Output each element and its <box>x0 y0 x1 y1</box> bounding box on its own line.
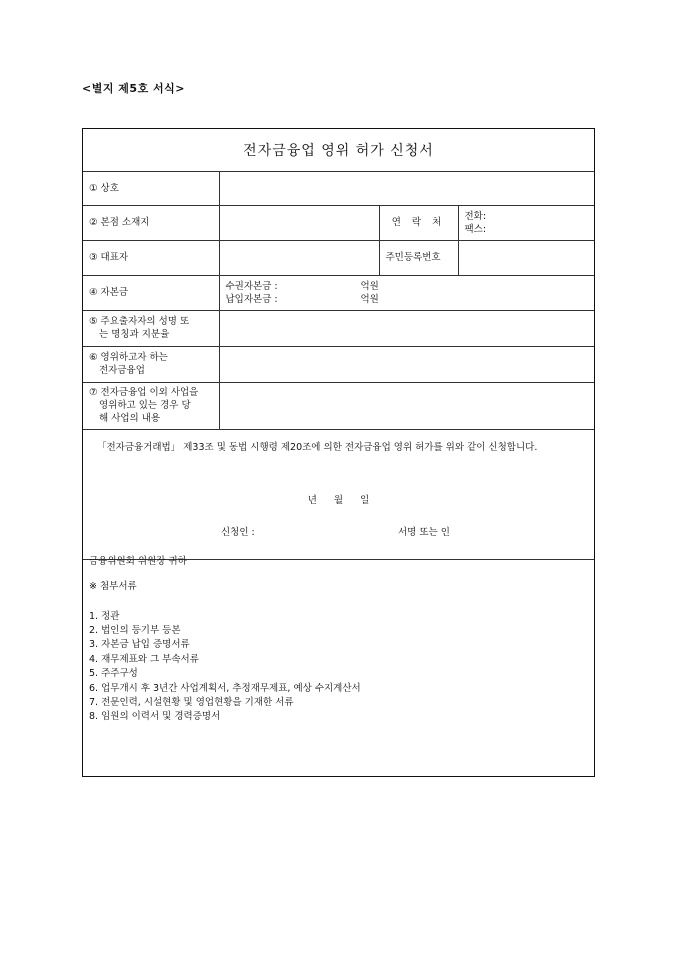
fax-label: 팩스: <box>464 223 487 235</box>
paid-capital-unit: 억원 <box>360 293 379 305</box>
row-shareholders <box>83 310 594 346</box>
paid-capital-label: 납입자본금 : <box>225 293 278 305</box>
recipient-line: 금융위원회 위원장 귀하 <box>89 555 187 567</box>
capital-field[interactable] <box>219 275 594 310</box>
resident-number-label: 주민등록번호 <box>379 240 458 275</box>
row-other-business <box>83 382 594 429</box>
other-business-label-line2: 영위하고 있는 경우 당 <box>99 400 191 411</box>
info-table <box>83 172 594 430</box>
row-head-office <box>83 205 594 240</box>
date-line[interactable]: 년 월 일 <box>307 494 370 506</box>
attachment-item: 7. 전문인력, 시설현황 및 영업현황을 기재한 서류 <box>89 696 294 708</box>
attachment-item: 2. 법인의 등기부 등본 <box>89 624 181 636</box>
application-form <box>82 128 595 777</box>
attachments-section <box>83 560 594 725</box>
contact-field[interactable] <box>458 205 594 240</box>
row-business <box>83 346 594 382</box>
shareholders-label-line1: ⑤ 주요출자자의 성명 또 <box>89 316 190 327</box>
representative-label: ③ 대표자 <box>83 240 219 275</box>
business-label-line1: ⑥ 영위하고자 하는 <box>89 352 168 363</box>
attachment-item: 5. 주주구성 <box>89 668 138 680</box>
phone-label: 전화: <box>464 210 487 222</box>
attachment-item: 4. 재무제표와 그 부속서류 <box>89 653 199 665</box>
statement-text: 「전자금융거래법」 제33조 및 동법 시행령 제20조에 의한 전자금융업 영위 허가를 위와 같이 신청합니다. <box>97 441 538 453</box>
other-business-label-line3: 해 사업의 내용 <box>99 413 161 424</box>
resident-number-field[interactable] <box>458 240 594 275</box>
other-business-label-line1: ⑦ 전자금융업 이외 사업을 <box>89 387 199 398</box>
attachment-item: 3. 자본금 납입 증명서류 <box>89 639 190 651</box>
company-name-label: ① 상호 <box>83 172 219 205</box>
company-name-field[interactable] <box>219 172 594 205</box>
authorized-capital-line <box>226 280 589 293</box>
authorized-capital-label: 수권자본금 : <box>225 280 278 292</box>
capital-label: ④ 자본금 <box>83 275 219 310</box>
attachment-item: 6. 업무개시 후 3년간 사업계획서, 추정재무제표, 예상 수지계산서 <box>89 682 361 694</box>
shareholders-field[interactable] <box>219 310 594 346</box>
paid-capital-line <box>226 293 589 306</box>
authorized-capital-unit: 억원 <box>360 280 379 292</box>
contact-label: 연 락 처 <box>379 205 458 240</box>
form-title: 전자금융업 영위 허가 신청서 <box>83 129 594 172</box>
shareholders-label-line2: 는 명칭과 지분율 <box>99 329 170 340</box>
head-office-field[interactable] <box>219 205 379 240</box>
other-business-field[interactable] <box>219 382 594 429</box>
attachment-item: 1. 정관 <box>89 610 120 622</box>
business-field[interactable] <box>219 346 594 382</box>
head-office-label: ② 본점 소재지 <box>83 205 219 240</box>
attachment-item: 8. 임원의 이력서 및 경력증명서 <box>89 711 221 723</box>
representative-field[interactable] <box>219 240 379 275</box>
business-label <box>83 346 219 382</box>
row-capital <box>83 275 594 310</box>
row-company-name <box>83 172 594 205</box>
other-business-label <box>83 382 219 429</box>
shareholders-label <box>83 310 219 346</box>
attachments-title: ※ 첨부서류 <box>89 580 137 592</box>
business-label-line2: 전자금융업 <box>99 365 145 376</box>
form-number-label: <별지 제5호 서식> <box>82 82 186 95</box>
signature-label: 서명 또는 인 <box>398 526 450 538</box>
row-representative <box>83 240 594 275</box>
applicant-label: 신청인 : <box>221 526 255 538</box>
attachments-list <box>89 610 588 725</box>
statement-section <box>83 430 594 567</box>
